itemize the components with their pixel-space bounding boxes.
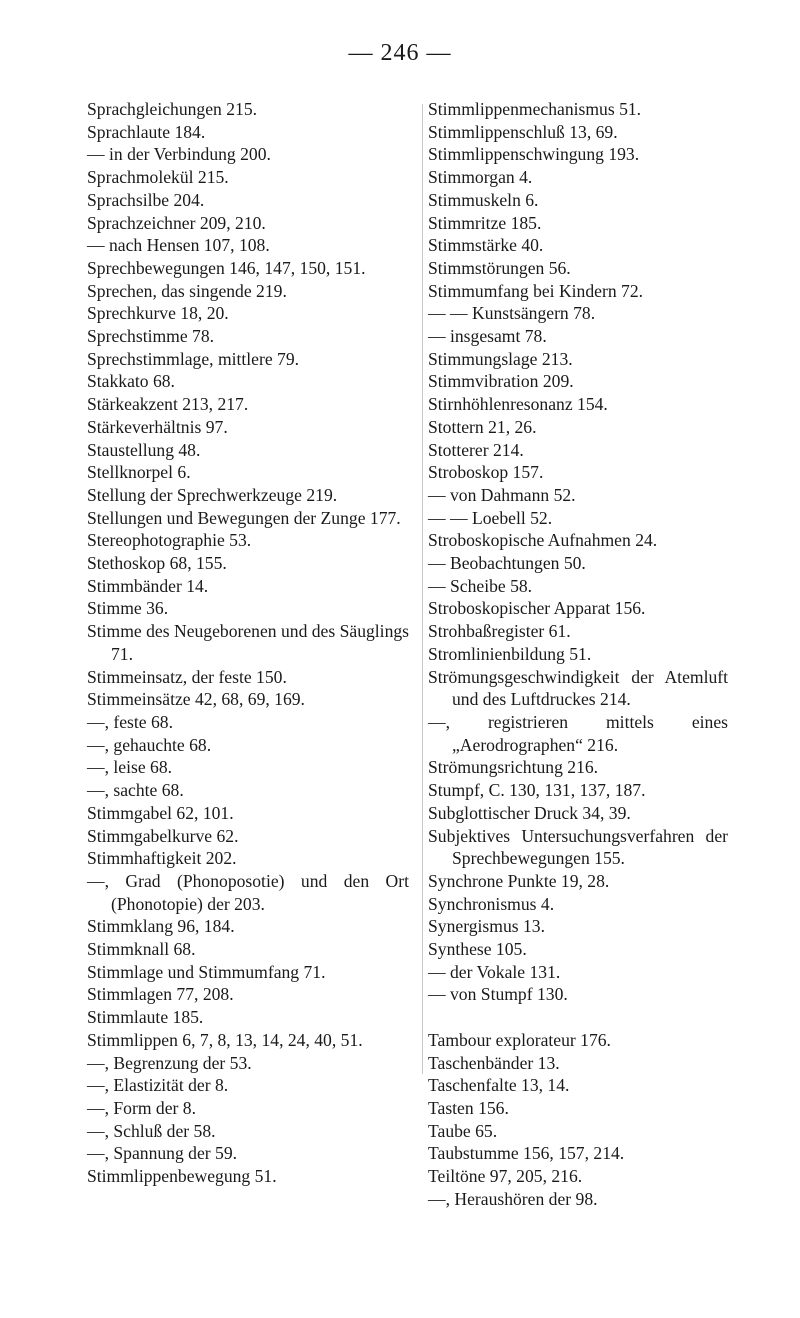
index-entry: —, Elastizität der 8. bbox=[87, 1075, 229, 1096]
index-entry: Strohbaßregister 61. bbox=[428, 621, 571, 642]
index-entry: Stakkato 68. bbox=[87, 371, 175, 392]
index-entry: —, Form der 8. bbox=[87, 1097, 196, 1118]
index-entry: Stimmklang 96, 184. bbox=[87, 916, 235, 937]
index-entry: Sprachgleichungen 215. bbox=[87, 99, 258, 119]
index-entry: Stirnhöhlenresonanz 154. bbox=[428, 394, 608, 415]
index-entry: Taube 65. bbox=[428, 1120, 498, 1141]
index-entry: — der Vokale 131. bbox=[428, 961, 561, 982]
index-entry: Synchrone Punkte 19, 28. bbox=[428, 870, 610, 891]
index-entry: Stimmeinsatz, der feste 150. bbox=[87, 666, 287, 687]
index-entry: — von Stumpf 130. bbox=[428, 984, 568, 1005]
index-entry: Stimmstärke 40. bbox=[428, 235, 544, 256]
index-entry: Sprechbewegungen 146, 147, 150, 151. bbox=[87, 257, 366, 278]
index-entry: —, sachte 68. bbox=[87, 780, 184, 801]
index-entry: Stroboskopischer Apparat 156. bbox=[428, 598, 646, 619]
index-entry: Subglottischer Druck 34, 39. bbox=[428, 802, 631, 823]
index-entry: Stimmlagen 77, 208. bbox=[87, 984, 234, 1005]
index-entry: Stimme 36. bbox=[87, 598, 169, 619]
index-entry: Stroboskopische Aufnahmen 24. bbox=[428, 530, 658, 551]
index-entry: Stimmlippenschluß 13, 69. bbox=[428, 121, 618, 142]
index-entry: Stellung der Sprechwerkzeuge 219. bbox=[87, 484, 338, 505]
index-entry: — — Loebell 52. bbox=[428, 507, 553, 528]
index-entry: — Beobachtungen 50. bbox=[428, 553, 586, 574]
index-entry: Stimmlippenmechanismus 51. bbox=[428, 99, 642, 119]
index-column-left bbox=[87, 98, 409, 1188]
index-entry: Sprachsilbe 204. bbox=[87, 189, 205, 210]
index-entry: Stimmlippen 6, 7, 8, 13, 14, 24, 40, 51. bbox=[87, 1029, 363, 1050]
index-entry: Stärkeverhältnis 97. bbox=[87, 416, 228, 437]
index-entry: Stimmumfang bei Kindern 72. bbox=[428, 280, 644, 301]
index-entry: Stimmlaute 185. bbox=[87, 1007, 204, 1028]
index-entry: Teiltöne 97, 205, 216. bbox=[428, 1166, 583, 1187]
index-column-right bbox=[428, 98, 728, 1210]
index-entry: —, feste 68. bbox=[87, 711, 173, 732]
index-entry: Stimmgabelkurve 62. bbox=[87, 825, 239, 846]
index-entry: Stellungen und Bewegungen der Zunge 177. bbox=[87, 507, 401, 528]
index-entry: Stottern 21, 26. bbox=[428, 416, 537, 437]
index-entry: Stimmungslage 213. bbox=[428, 348, 573, 369]
index-entry: —, gehauchte 68. bbox=[87, 734, 212, 755]
index-entry: Stimmgabel 62, 101. bbox=[87, 802, 234, 823]
index-entry: Synthese 105. bbox=[428, 939, 527, 960]
index-entry: Stumpf, C. 130, 131, 137, 187. bbox=[428, 780, 646, 801]
index-entry: — insgesamt 78. bbox=[428, 326, 547, 347]
index-entry: Sprechstimmlage, mittlere 79. bbox=[87, 348, 300, 369]
index-entry: Sprachlaute 184. bbox=[87, 121, 206, 142]
index-entry: —, Grad (Phonoposotie) und den Ort (Phonotopie) der 203. bbox=[87, 870, 409, 914]
index-entry: — Scheibe 58. bbox=[428, 575, 533, 596]
index-entry: Taubstumme 156, 157, 214. bbox=[428, 1143, 625, 1164]
index-entry: —, Begrenzung der 53. bbox=[87, 1052, 252, 1073]
index-entry: Synchronismus 4. bbox=[428, 893, 555, 914]
index-entry: Stimmlippenbewegung 51. bbox=[87, 1166, 277, 1187]
index-entry: —, Schluß der 58. bbox=[87, 1120, 216, 1141]
index-entry: Tambour explorateur 176. bbox=[428, 1029, 611, 1050]
index-entry: Stimmknall 68. bbox=[87, 939, 196, 960]
index-entry: — in der Verbindung 200. bbox=[87, 144, 271, 165]
index-entry: Stimmeinsätze 42, 68, 69, 169. bbox=[87, 689, 305, 710]
index-entry: Stimme des Neugeborenen und des Säuglings 71. bbox=[87, 621, 410, 664]
index-entry: — von Dahmann 52. bbox=[428, 484, 576, 505]
index-entry: Staustellung 48. bbox=[87, 439, 201, 460]
index-entry: Strömungsrichtung 216. bbox=[428, 757, 599, 778]
index-entry: Stethoskop 68, 155. bbox=[87, 553, 227, 574]
index-entry: Stereophotographie 53. bbox=[87, 530, 252, 551]
index-entry: Stimmritze 185. bbox=[428, 212, 542, 233]
index-entry: Stotterer 214. bbox=[428, 439, 524, 460]
index-entry: Stimmorgan 4. bbox=[428, 167, 533, 188]
index-entry: Sprechen, das singende 219. bbox=[87, 280, 287, 301]
index-entry: Sprechkurve 18, 20. bbox=[87, 303, 229, 324]
index-entry: Stimmvibration 209. bbox=[428, 371, 574, 392]
index-entry: Sprachzeichner 209, 210. bbox=[87, 212, 266, 233]
index-entry: —, Heraushören der 98. bbox=[428, 1188, 598, 1209]
index-entry: Stimmlage und Stimmumfang 71. bbox=[87, 961, 326, 982]
section-spacer bbox=[428, 1006, 728, 1029]
index-entry: —, leise 68. bbox=[87, 757, 173, 778]
index-entry: —, Spannung der 59. bbox=[87, 1143, 238, 1164]
index-entry: Stromlinienbildung 51. bbox=[428, 643, 592, 664]
index-entry: Stimmlippenschwingung 193. bbox=[428, 144, 640, 165]
page-number: — 246 — bbox=[348, 40, 452, 66]
index-entry: Subjektives Untersuchungsverfahren der Sprechbewegungen 155. bbox=[428, 825, 728, 869]
index-entry: Stimmstörungen 56. bbox=[428, 257, 571, 278]
index-entry: — nach Hensen 107, 108. bbox=[87, 235, 270, 256]
index-entry: Sprachmolekül 215. bbox=[87, 167, 229, 188]
index-entry: Stroboskop 157. bbox=[428, 462, 544, 483]
index-entry: Stimmhaftigkeit 202. bbox=[87, 848, 237, 869]
column-divider bbox=[422, 104, 423, 1074]
index-entry: Sprechstimme 78. bbox=[87, 326, 215, 347]
index-entry: Taschenbänder 13. bbox=[428, 1052, 560, 1073]
index-entry: Strömungsgeschwindigkeit der Atemluft und des Luftdruckes 214. bbox=[428, 666, 728, 710]
index-entry: Taschenfalte 13, 14. bbox=[428, 1075, 570, 1096]
index-entry: Synergismus 13. bbox=[428, 916, 545, 937]
index-entry: Stellknorpel 6. bbox=[87, 462, 191, 483]
index-entry: Stärkeakzent 213, 217. bbox=[87, 394, 249, 415]
index-entry: Tasten 156. bbox=[428, 1097, 509, 1118]
index-entry: Stimmbänder 14. bbox=[87, 575, 209, 596]
index-entry: —, registrieren mittels eines „Aerodrographen“ 216. bbox=[428, 711, 728, 755]
index-entry: Stimmuskeln 6. bbox=[428, 189, 539, 210]
index-entry: — — Kunstsängern 78. bbox=[428, 303, 596, 324]
